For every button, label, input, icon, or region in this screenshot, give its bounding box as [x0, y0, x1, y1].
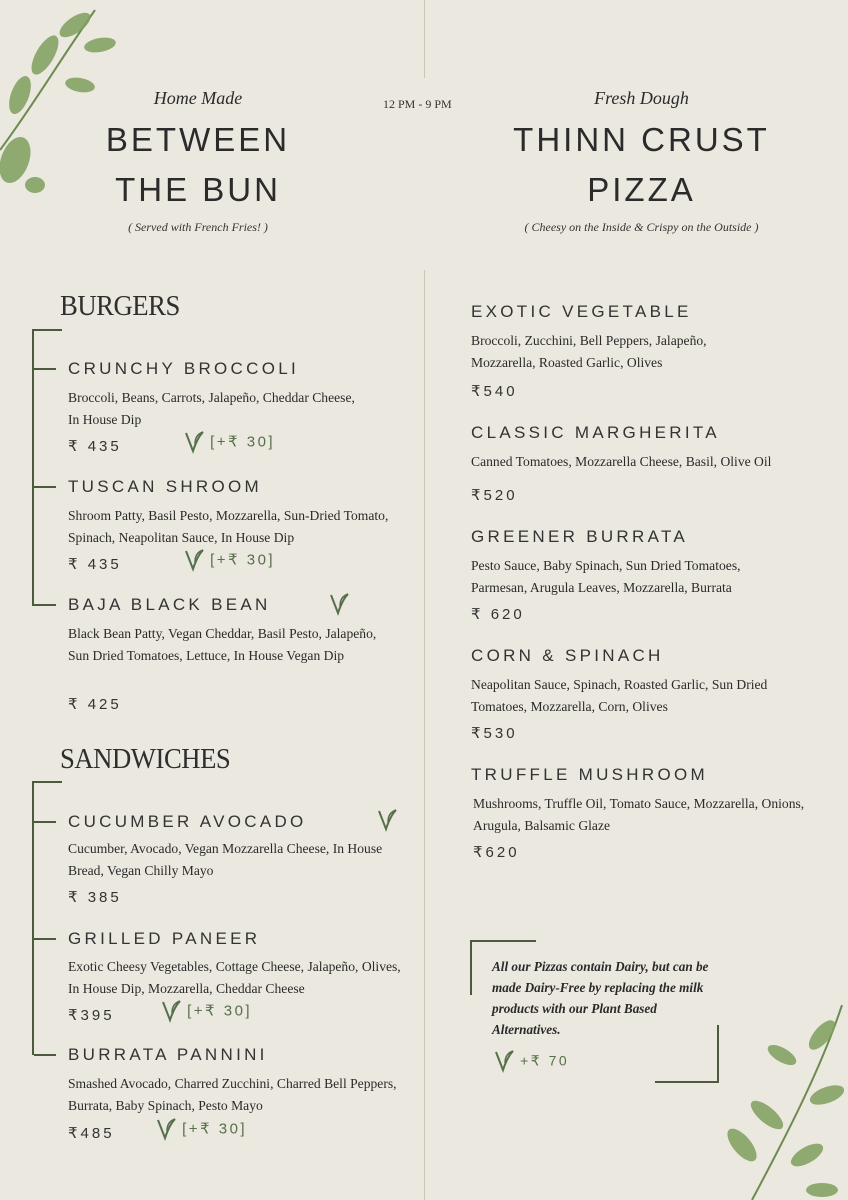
sandwich-price: ₹ 385 [68, 889, 122, 906]
note-bracket [470, 940, 472, 995]
burger-heading-line2: THE BUN [115, 171, 281, 208]
opening-hours: 12 PM - 9 PM [383, 97, 452, 111]
vegan-option [160, 999, 252, 1023]
column-divider [424, 0, 425, 78]
vegan-option [493, 1049, 569, 1073]
bracket-line [32, 329, 34, 606]
burger-desc: Shroom Patty, Basil Pesto, Mozzarella, Sun-Dried Tomato, Spinach, Neapolitan Sauce, In House Dip [68, 508, 389, 545]
burger-name: BAJA BLACK BEAN [68, 595, 271, 614]
pizza-price: ₹520 [471, 487, 518, 504]
pizza-name: CLASSIC MARGHERITA [471, 423, 720, 442]
sandwich-desc: Exotic Cheesy Vegetables, Cottage Cheese, Jalapeño, Olives, In House Dip, Mozzarella, Cheddar Cheese [68, 959, 401, 996]
pizza-subtitle: ( Cheesy on the Inside & Crispy on the Outside ) [524, 220, 759, 234]
burger-price: ₹ 425 [68, 696, 122, 713]
burger-desc: Broccoli, Beans, Carrots, Jalapeño, Cheddar Cheese, In House Dip [68, 390, 355, 427]
vegan-option [155, 1117, 247, 1141]
pizza-desc: Pesto Sauce, Baby Spinach, Sun Dried Tomatoes, Parmesan, Arugula Leaves, Mozzarella, Burrata [471, 558, 741, 595]
bracket-line [32, 329, 62, 331]
vegan-surcharge: [+₹ 30] [182, 1120, 248, 1138]
vegan-surcharge: [+₹ 30] [210, 551, 276, 569]
column-divider [424, 270, 425, 1200]
item-tick [34, 938, 56, 940]
pizza-price: ₹ 620 [471, 606, 525, 623]
vegan-leaf-icon [155, 1117, 177, 1141]
pizza-price: ₹540 [471, 383, 518, 400]
vegan-leaf-icon [376, 808, 398, 832]
sandwich-desc: Cucumber, Avocado, Vegan Mozzarella Cheese, In House Bread, Vegan Chilly Mayo [68, 841, 383, 878]
burger-heading-line1: BETWEEN [105, 121, 291, 158]
sandwich-price: ₹485 [68, 1125, 115, 1142]
section-title-sandwiches: SANDWICHES [60, 743, 231, 775]
item-tick [34, 486, 56, 488]
burger-name: CRUNCHY BROCCOLI [68, 359, 300, 378]
item-tick [34, 368, 56, 370]
pizza-name: EXOTIC VEGETABLE [471, 302, 692, 321]
vegan-surcharge: +₹ 70 [520, 1052, 570, 1069]
vegan-leaf-icon [493, 1049, 515, 1073]
pizza-heading-line1: THINN CRUST [513, 121, 770, 158]
pizza-price: ₹530 [471, 725, 518, 742]
vegan-leaf-icon [328, 592, 350, 616]
leafy-branch-icon [712, 1005, 848, 1200]
vegan-surcharge: [+₹ 30] [187, 1002, 253, 1020]
sandwich-name: CUCUMBER AVOCADO [68, 812, 307, 831]
pizza-name: CORN & SPINACH [471, 646, 664, 665]
burger-price: ₹ 435 [68, 556, 122, 573]
pizza-desc: Canned Tomatoes, Mozzarella Cheese, Basil, Olive Oil [471, 454, 772, 469]
vegan-leaf-icon [160, 999, 182, 1023]
note-bracket [655, 1081, 719, 1083]
sandwich-price: ₹395 [68, 1007, 115, 1024]
pizza-desc: Mushrooms, Truffle Oil, Tomato Sauce, Mozzarella, Onions, Arugula, Balsamic Glaze [473, 796, 805, 833]
pizza-price: ₹620 [473, 844, 520, 861]
pizza-desc: Broccoli, Zucchini, Bell Peppers, Jalapeño, Mozzarella, Roasted Garlic, Olives [471, 333, 707, 370]
item-tick [34, 1054, 56, 1056]
pizza-desc: Neapolitan Sauce, Spinach, Roasted Garlic, Sun Dried Tomatoes, Mozzarella, Corn, Olives [471, 677, 768, 714]
vegan-option [183, 430, 275, 454]
item-tick [34, 604, 56, 606]
vegan-surcharge: [+₹ 30] [210, 433, 276, 451]
vegan-leaf-icon [183, 548, 205, 572]
sandwich-desc: Smashed Avocado, Charred Zucchini, Charred Bell Peppers, Burrata, Baby Spinach, Pesto Mayo [68, 1076, 397, 1113]
pizza-name: GREENER BURRATA [471, 527, 689, 546]
sandwich-name: GRILLED PANEER [68, 929, 261, 948]
burger-tagline: Home Made [153, 88, 243, 108]
pizza-name: TRUFFLE MUSHROOM [471, 765, 708, 784]
note-bracket [470, 940, 536, 942]
sandwich-name: BURRATA PANNINI [68, 1045, 268, 1064]
section-title-burgers: BURGERS [60, 290, 180, 322]
burger-subtitle: ( Served with French Fries! ) [128, 220, 268, 234]
vegan-leaf-icon [183, 430, 205, 454]
burger-name: TUSCAN SHROOM [68, 477, 263, 496]
burger-price: ₹ 435 [68, 438, 122, 455]
dairy-note: All our Pizzas contain Dairy, but can be made Dairy-Free by replacing the milk products with our Plant Based Alternatives. [492, 959, 709, 1037]
vegan-option [183, 548, 275, 572]
pizza-tagline: Fresh Dough [594, 88, 689, 108]
note-bracket [717, 1025, 719, 1083]
pizza-heading-line2: PIZZA [587, 171, 696, 208]
bracket-line [32, 781, 62, 783]
burger-desc: Black Bean Patty, Vegan Cheddar, Basil Pesto, Jalapeño, Sun Dried Tomatoes, Lettuce, In House Vegan Dip [68, 626, 377, 663]
item-tick [34, 821, 56, 823]
